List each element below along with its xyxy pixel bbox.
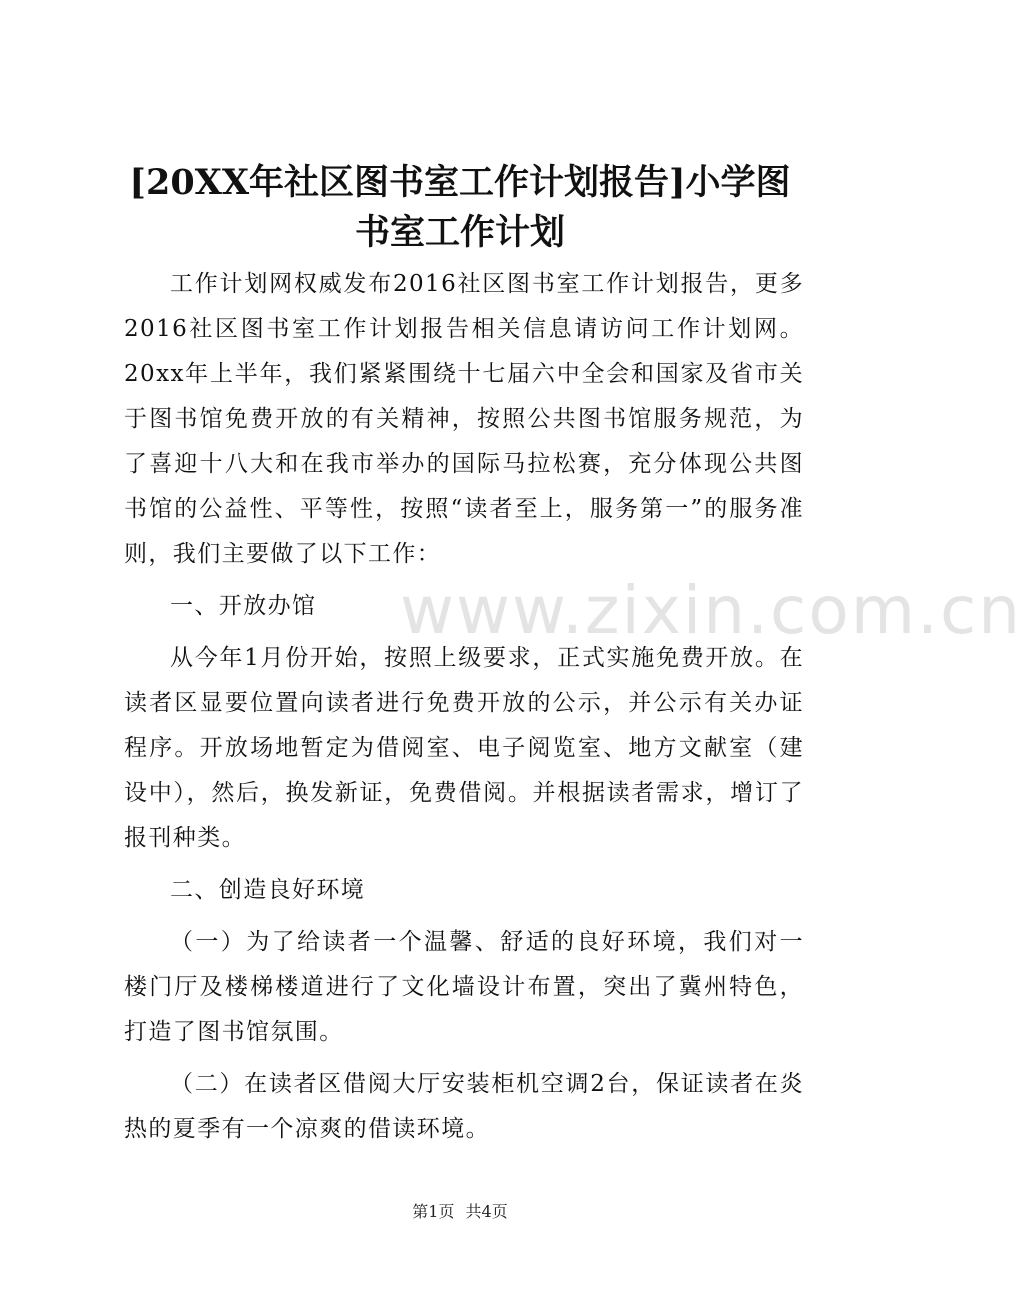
paragraph-open-library: 从今年1月份开始，按照上级要求，正式实施免费开放。在读者区显要位置向读者进行免费开放的公示，并公示有关办证程序。开放场地暂定为借阅室、电子阅览室、地方文献室（建设中），然后，换发新证，免费借阅。并根据读者需求，增订了报刊种类。	[124, 645, 804, 851]
watermark-text: www.zixin.com.cn	[400, 572, 1022, 649]
paragraph-environment-2: （二）在读者区借阅大厅安装柜机空调2台，保证读者在炎热的夏季有一个凉爽的借读环境。	[124, 1071, 804, 1142]
document-title: [20XX年社区图书室工作计划报告]小学图书室工作计划	[129, 162, 791, 253]
page-footer	[0, 1200, 920, 1224]
page-total: 共4页	[465, 1202, 508, 1221]
page-number: 第1页	[412, 1202, 455, 1221]
section-heading-open-library: 一、开放办馆	[170, 593, 317, 619]
document-body	[124, 262, 804, 1159]
paragraph-environment-1: （一）为了给读者一个温馨、舒适的良好环境，我们对一楼门厅及楼梯楼道进行了文化墙设计布置，突出了冀州特色，打造了图书馆氛围。	[124, 929, 804, 1045]
paragraph-intro: 工作计划网权威发布2016社区图书室工作计划报告，更多2016社区图书室工作计划报告相关信息请访问工作计划网。20xx年上半年，我们紧紧围绕十七届六中全会和国家及省市关于图书馆免费开放的有关精神，按照公共图书馆服务规范，为了喜迎十八大和在我市举办的国际马拉松赛，充分体现公共图书馆的公益性、平等性，按照“读者至上，服务第一”的服务准则，我们主要做了以下工作：	[124, 271, 804, 567]
section-heading-environment: 二、创造良好环境	[170, 877, 366, 903]
